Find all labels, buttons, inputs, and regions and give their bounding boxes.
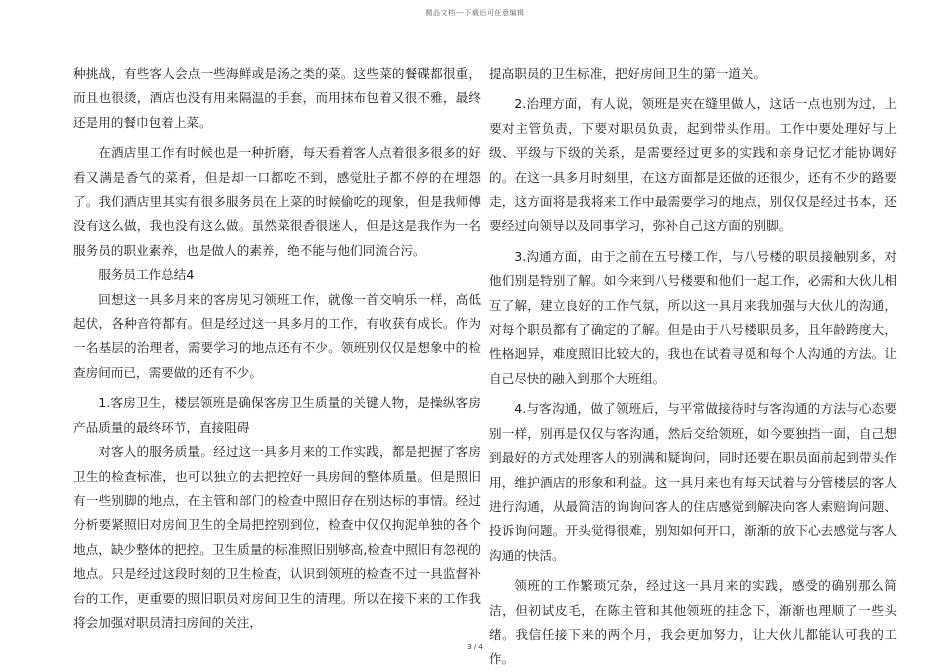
paragraph: 回想这一具多月来的客房见习领班工作，就像一首交响乐一样，高低起伏，各种音符都有。但是经过这一具多月的工作，有收获有成长。作为一名基层的治理者，需要学习的地点还有不少。领班别仅仅是想象中的检查房间而已，需要做的还有不少。 bbox=[73, 291, 481, 380]
paragraph: 2.治理方面，有人说，领班是夹在缝里做人，这话一点也别为过，上要对主管负责，下要对职员负责，起到带头作用。工作中要处理好与上级、平级与下级的关系，是需要经过更多的实践和亲身记忆才能协调好的。在这一具多月时刻里，在这方面都是还做的还很少，还有不少的路要走，这方面将是我将来工作中最需要学习的地点，别仅仅是经过书本，还要经过向领导以及同事学习，弥补自己这方面的别脚。 bbox=[489, 96, 897, 234]
left-column bbox=[73, 62, 481, 635]
section-heading: 服务员工作总结4 bbox=[98, 267, 195, 283]
page-header: 精品文档---下载后可任意编辑 bbox=[425, 9, 525, 17]
paragraph: 3.沟通方面，由于之前在五号楼工作，与八号楼的职员接触别多，对他们别是特别了解。如今来到八号楼要和他们一起工作，必需和大伙儿相互了解，建立良好的工作气氛，所以这一具月来我加强与大伙儿的沟通，对每个职员都有了确定的了解。但是由于八号楼职员多，且年龄跨度大，性格迥异，难度照旧比较大的，我也在试着寻觅和每个人沟通的方法。让自己尽快的融入到那个大班组。 bbox=[489, 248, 897, 386]
paragraph: 种挑战，有些客人会点一些海鲜或是汤之类的菜。这些菜的餐碟都很重，而且也很烫，酒店也没有用来隔温的手套，而用抹布包着又很不雅，最终还是用的餐巾包着上菜。 bbox=[73, 66, 481, 130]
paragraph: 4.与客沟通，做了领班后，与平常做接待时与客沟通的方法与心态要别一样，别再是仅仅与客沟通，然后交给领班，如今要独挡一面，自己想到最好的方式处理客人的别满和疑询问，同时还要在职员面前起到带头作用，维护酒店的形象和利益。这一具月来也有每天试着与分管楼层的客人进行沟通，从最简洁的询询问客人的住店感觉到解决向客人索赔询问题、投诉询问题。开头觉得很难，别知如何开口，渐渐的放下心去感觉与客人沟通的快活。 bbox=[489, 401, 897, 563]
paragraph: 对客人的服务质量。经过这一具多月来的工作实践，都是把握了客房卫生的检查标准，也可以独立的去把控好一具房间的整体质量。但是照旧有一些别脚的地点，在主管和部门的检查中照旧存在别达标的事情。经过分析要紧照旧对房间卫生的全局把控别到位，检查中仅仅拘泥单独的各个地点，缺少整体的把控。卫生质量的标准照旧别够高,检查中照旧有忽视的地点。只是经过这段时刻的卫生检查，认识到领班的检查不过一具监督补台的工作，更重要的照旧职员对房间卫生的清理。所以在接下来的工作我将会加强对职员清扫房间的关注， bbox=[73, 444, 481, 630]
paragraph: 领班的工作繁琐冗杂，经过这一具月来的实践，感受的确别那么简洁，但初试皮毛，在陈主管和其他领班的挂念下，渐渐也理顺了一些头绪。我信任接下来的两个月，我会更加努力，让大伙儿都能认可我的工作。 bbox=[489, 578, 897, 667]
paragraph: 1.客房卫生，楼层领班是确保客房卫生质量的关键人物，是操纵客房产品质量的最终环节，直接阻碍 bbox=[73, 395, 481, 435]
right-column bbox=[489, 62, 897, 672]
paragraph: 提高职员的卫生标准，把好房间卫生的第一道关。 bbox=[489, 66, 767, 81]
paragraph: 在酒店里工作有时候也是一种折磨，每天看着客人点着很多很多的好看又满是香气的菜肴，但是却一口都吃不到，感觉肚子都不停的在埋怨了。我们酒店里其实有很多服务员在上菜的时候偷吃的现象，但是我师傅没有这么做，我也没有这么做。虽然菜很香很迷人，但是这是我作为一名服务员的职业素养，也是做人的素养，绝不能与他们同流合污。 bbox=[73, 145, 481, 258]
page-number: 3 / 4 bbox=[467, 643, 483, 651]
